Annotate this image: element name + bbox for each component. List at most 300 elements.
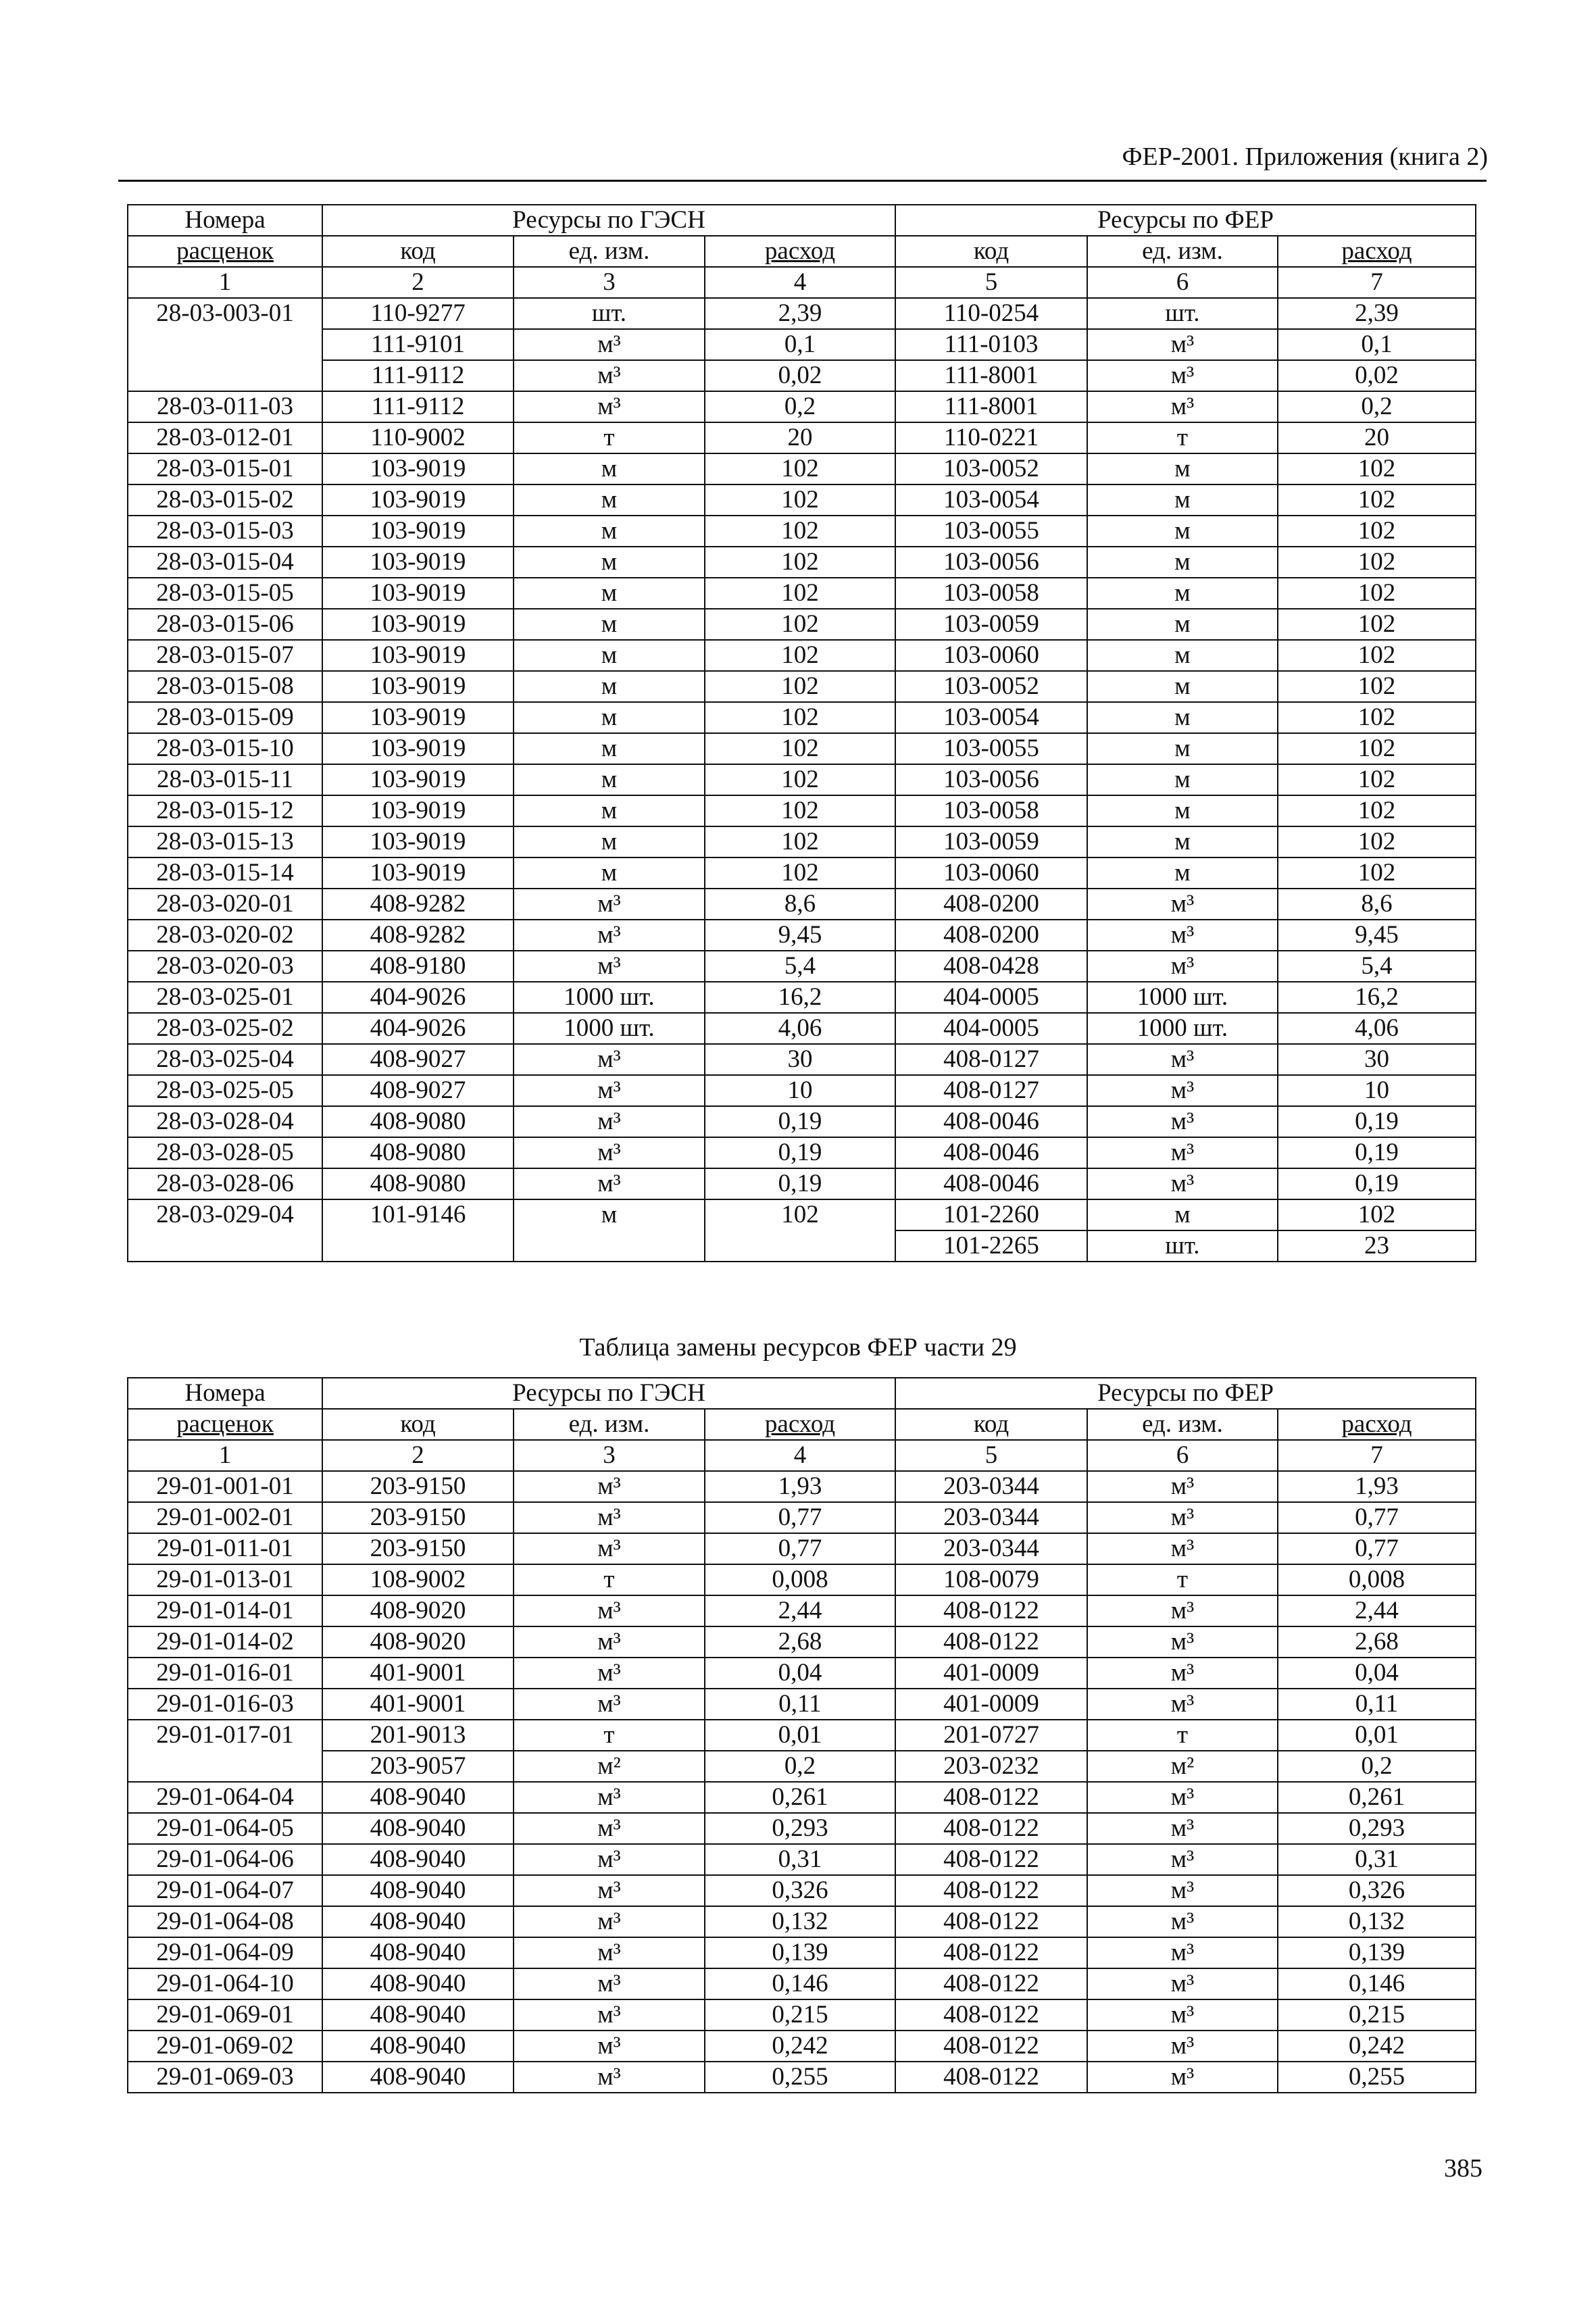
gesn-unit: м³ <box>514 951 705 982</box>
fer-code: 408-0046 <box>895 1168 1087 1199</box>
column-number: 4 <box>705 1440 895 1471</box>
table-row <box>128 1937 1476 1968</box>
gesn-consumption: 4,06 <box>705 1013 895 1044</box>
table-row <box>128 1658 1476 1689</box>
fer-code: 408-0127 <box>895 1075 1087 1106</box>
fer-consumption: 0,139 <box>1278 1937 1476 1968</box>
fer-consumption: 4,06 <box>1278 1013 1476 1044</box>
rate-number: 28-03-015-14 <box>128 857 322 889</box>
gesn-code: 108-9002 <box>322 1564 514 1595</box>
gesn-consumption: 102 <box>705 733 895 764</box>
table-row <box>128 1595 1476 1626</box>
fer-consumption: 102 <box>1278 484 1476 516</box>
table-row <box>128 1199 1476 1230</box>
rate-number: 28-03-028-06 <box>128 1168 322 1199</box>
gesn-consumption: 102 <box>705 795 895 826</box>
gesn-consumption: 1,93 <box>705 1471 895 1502</box>
fer-unit: м³ <box>1087 1502 1278 1533</box>
fer-unit: т <box>1087 422 1278 453</box>
table-body <box>128 1471 1476 2093</box>
gesn-consumption: 102 <box>705 609 895 640</box>
rate-number: 29-01-069-01 <box>128 1999 322 2031</box>
gesn-unit: м³ <box>514 1044 705 1075</box>
fer-unit: м <box>1087 671 1278 702</box>
fer-code: 203-0344 <box>895 1533 1087 1564</box>
gesn-code: 111-9101 <box>322 329 514 360</box>
gesn-code: 404-9026 <box>322 1013 514 1044</box>
rate-number: 28-03-028-04 <box>128 1106 322 1137</box>
header-cell: расценок <box>128 1409 322 1440</box>
fer-consumption: 2,68 <box>1278 1626 1476 1658</box>
gesn-unit: м <box>514 453 705 484</box>
table-row <box>128 640 1476 671</box>
gesn-code: 408-9027 <box>322 1044 514 1075</box>
gesn-consumption: 0,132 <box>705 1906 895 1937</box>
running-header: ФЕР-2001. Приложения (книга 2) <box>1122 143 1488 171</box>
fer-unit: м³ <box>1087 1689 1278 1720</box>
fer-unit: т <box>1087 1720 1278 1751</box>
gesn-code: 103-9019 <box>322 795 514 826</box>
rate-number: 29-01-064-08 <box>128 1906 322 1937</box>
fer-code: 408-0122 <box>895 1906 1087 1937</box>
fer-consumption: 8,6 <box>1278 889 1476 920</box>
column-number: 3 <box>514 267 705 298</box>
fer-unit: м³ <box>1087 1813 1278 1844</box>
fer-code: 103-0059 <box>895 826 1087 857</box>
fer-unit: м³ <box>1087 1168 1278 1199</box>
fer-code: 408-0122 <box>895 1813 1087 1844</box>
gesn-code: 103-9019 <box>322 857 514 889</box>
gesn-unit: м <box>514 795 705 826</box>
fer-code: 101-2265 <box>895 1230 1087 1262</box>
header-group-fer: Ресурсы по ФЕР <box>895 1378 1476 1409</box>
fer-unit: м <box>1087 857 1278 889</box>
fer-unit: шт. <box>1087 298 1278 329</box>
header-cell: код <box>895 1409 1087 1440</box>
rate-number: 28-03-012-01 <box>128 422 322 453</box>
gesn-unit: м³ <box>514 2031 705 2062</box>
gesn-consumption: 20 <box>705 422 895 453</box>
fer-unit: 1000 шт. <box>1087 982 1278 1013</box>
gesn-consumption: 10 <box>705 1075 895 1106</box>
fer-consumption: 0,255 <box>1278 2062 1476 2093</box>
gesn-unit: м³ <box>514 1875 705 1906</box>
fer-consumption: 102 <box>1278 826 1476 857</box>
header-cell: расценок <box>128 236 322 267</box>
fer-unit: м³ <box>1087 889 1278 920</box>
fer-unit: м³ <box>1087 1844 1278 1875</box>
fer-consumption: 0,215 <box>1278 1999 1476 2031</box>
gesn-unit: м³ <box>514 1168 705 1199</box>
gesn-code: 203-9150 <box>322 1502 514 1533</box>
gesn-consumption: 102 <box>705 547 895 578</box>
rate-number: 29-01-002-01 <box>128 1502 322 1533</box>
rate-number: 29-01-064-10 <box>128 1968 322 1999</box>
gesn-code: 408-9040 <box>322 1937 514 1968</box>
gesn-unit: м³ <box>514 1533 705 1564</box>
gesn-unit: м³ <box>514 391 705 422</box>
fer-consumption: 0,293 <box>1278 1813 1476 1844</box>
fer-code: 103-0058 <box>895 578 1087 609</box>
gesn-unit: м³ <box>514 1906 705 1937</box>
gesn-unit: м³ <box>514 920 705 951</box>
fer-code: 103-0052 <box>895 453 1087 484</box>
fer-code: 110-0221 <box>895 422 1087 453</box>
fer-code: 111-8001 <box>895 391 1087 422</box>
table-row <box>128 889 1476 920</box>
gesn-consumption: 102 <box>705 640 895 671</box>
gesn-code: 101-9146 <box>322 1199 514 1262</box>
table-row <box>128 298 1476 329</box>
fer-consumption: 102 <box>1278 702 1476 733</box>
header-cell: код <box>322 236 514 267</box>
fer-unit: м <box>1087 702 1278 733</box>
rate-number: 28-03-015-06 <box>128 609 322 640</box>
fer-unit: м³ <box>1087 1999 1278 2031</box>
table-row <box>128 1168 1476 1199</box>
fer-unit: м³ <box>1087 1533 1278 1564</box>
gesn-code: 103-9019 <box>322 516 514 547</box>
header-cell: расход <box>1278 236 1476 267</box>
fer-code: 103-0060 <box>895 640 1087 671</box>
fer-consumption: 102 <box>1278 609 1476 640</box>
rate-number: 29-01-064-04 <box>128 1782 322 1813</box>
gesn-unit: м³ <box>514 1658 705 1689</box>
fer-code: 408-0046 <box>895 1106 1087 1137</box>
rate-number: 28-03-020-03 <box>128 951 322 982</box>
fer-consumption: 9,45 <box>1278 920 1476 951</box>
gesn-unit: т <box>514 1720 705 1751</box>
gesn-unit: м³ <box>514 1968 705 1999</box>
gesn-consumption: 0,19 <box>705 1137 895 1168</box>
fer-unit: м <box>1087 826 1278 857</box>
gesn-consumption: 102 <box>705 764 895 795</box>
table-row <box>128 920 1476 951</box>
gesn-code: 408-9040 <box>322 1782 514 1813</box>
rate-number: 29-01-064-05 <box>128 1813 322 1844</box>
gesn-consumption: 0,77 <box>705 1533 895 1564</box>
fer-unit: м <box>1087 453 1278 484</box>
gesn-consumption: 0,1 <box>705 329 895 360</box>
fer-consumption: 0,19 <box>1278 1106 1476 1137</box>
fer-consumption: 0,02 <box>1278 360 1476 391</box>
gesn-unit: м³ <box>514 2062 705 2093</box>
rate-number: 28-03-015-07 <box>128 640 322 671</box>
gesn-unit: т <box>514 422 705 453</box>
table-row <box>128 609 1476 640</box>
gesn-consumption: 102 <box>705 857 895 889</box>
rate-number: 28-03-015-11 <box>128 764 322 795</box>
gesn-code: 103-9019 <box>322 578 514 609</box>
fer-consumption: 0,04 <box>1278 1658 1476 1689</box>
gesn-code: 408-9282 <box>322 920 514 951</box>
header-rule <box>118 180 1487 182</box>
gesn-unit: м³ <box>514 1782 705 1813</box>
gesn-consumption: 0,242 <box>705 2031 895 2062</box>
table-row <box>128 2031 1476 2062</box>
gesn-consumption: 0,2 <box>705 1751 895 1782</box>
table-row <box>128 1813 1476 1844</box>
rate-number: 28-03-025-02 <box>128 1013 322 1044</box>
fer-consumption: 0,77 <box>1278 1533 1476 1564</box>
table-row <box>128 422 1476 453</box>
header-group-gesn: Ресурсы по ГЭСН <box>322 1378 895 1409</box>
rate-number: 29-01-014-01 <box>128 1595 322 1626</box>
header-cell: ед. изм. <box>514 236 705 267</box>
fer-consumption: 1,93 <box>1278 1471 1476 1502</box>
fer-unit: м <box>1087 795 1278 826</box>
gesn-consumption: 0,19 <box>705 1106 895 1137</box>
gesn-unit: м <box>514 640 705 671</box>
fer-unit: м <box>1087 484 1278 516</box>
fer-unit: м <box>1087 516 1278 547</box>
gesn-unit: м <box>514 516 705 547</box>
gesn-consumption: 0,11 <box>705 1689 895 1720</box>
fer-unit: м <box>1087 764 1278 795</box>
gesn-unit: м <box>514 702 705 733</box>
rate-number: 29-01-069-03 <box>128 2062 322 2093</box>
gesn-consumption: 0,293 <box>705 1813 895 1844</box>
fer-consumption: 0,1 <box>1278 329 1476 360</box>
rate-number: 28-03-015-02 <box>128 484 322 516</box>
fer-unit: м³ <box>1087 1075 1278 1106</box>
gesn-code: 408-9080 <box>322 1106 514 1137</box>
gesn-unit: м³ <box>514 1075 705 1106</box>
gesn-code: 103-9019 <box>322 826 514 857</box>
gesn-consumption: 102 <box>705 702 895 733</box>
table-row <box>128 1720 1476 1751</box>
table-row <box>128 857 1476 889</box>
table-row <box>128 2062 1476 2093</box>
column-number: 2 <box>322 1440 514 1471</box>
fer-code: 108-0079 <box>895 1564 1087 1595</box>
fer-consumption: 0,19 <box>1278 1168 1476 1199</box>
gesn-code: 110-9002 <box>322 422 514 453</box>
gesn-code: 110-9277 <box>322 298 514 329</box>
fer-code: 203-0344 <box>895 1471 1087 1502</box>
gesn-code: 401-9001 <box>322 1658 514 1689</box>
table-row <box>128 516 1476 547</box>
table-row <box>128 1013 1476 1044</box>
rate-number: 28-03-015-10 <box>128 733 322 764</box>
gesn-unit: м³ <box>514 1937 705 1968</box>
fer-code: 103-0055 <box>895 733 1087 764</box>
fer-code: 408-0122 <box>895 2031 1087 2062</box>
rate-number: 29-01-016-03 <box>128 1689 322 1720</box>
gesn-code: 408-9040 <box>322 1844 514 1875</box>
fer-consumption: 0,31 <box>1278 1844 1476 1875</box>
rate-number: 28-03-020-01 <box>128 889 322 920</box>
gesn-unit: м³ <box>514 1106 705 1137</box>
gesn-code: 408-9027 <box>322 1075 514 1106</box>
fer-unit: м³ <box>1087 1137 1278 1168</box>
gesn-code: 103-9019 <box>322 702 514 733</box>
table-row <box>128 1968 1476 1999</box>
gesn-unit: 1000 шт. <box>514 1013 705 1044</box>
gesn-consumption: 102 <box>705 578 895 609</box>
fer-consumption: 102 <box>1278 578 1476 609</box>
table-row <box>128 1875 1476 1906</box>
table-row <box>128 1533 1476 1564</box>
rate-number: 28-03-011-03 <box>128 391 322 422</box>
fer-consumption: 0,242 <box>1278 2031 1476 2062</box>
gesn-code: 111-9112 <box>322 360 514 391</box>
gesn-unit: м <box>514 764 705 795</box>
fer-unit: т <box>1087 1564 1278 1595</box>
column-number: 4 <box>705 267 895 298</box>
header-cell: расход <box>705 1409 895 1440</box>
gesn-unit: м <box>514 671 705 702</box>
gesn-unit: м³ <box>514 1137 705 1168</box>
fer-code: 110-0254 <box>895 298 1087 329</box>
table-row <box>128 795 1476 826</box>
fer-consumption: 10 <box>1278 1075 1476 1106</box>
fer-code: 408-0127 <box>895 1044 1087 1075</box>
rate-number: 29-01-064-07 <box>128 1875 322 1906</box>
fer-consumption: 102 <box>1278 516 1476 547</box>
fer-unit: м³ <box>1087 1658 1278 1689</box>
gesn-consumption: 0,19 <box>705 1168 895 1199</box>
gesn-consumption: 0,02 <box>705 360 895 391</box>
resource-table-part-28 <box>127 204 1476 1262</box>
table-row <box>128 1844 1476 1875</box>
fer-unit: м³ <box>1087 1595 1278 1626</box>
gesn-code: 408-9040 <box>322 1999 514 2031</box>
fer-consumption: 102 <box>1278 671 1476 702</box>
fer-consumption: 16,2 <box>1278 982 1476 1013</box>
rate-number: 29-01-064-09 <box>128 1937 322 1968</box>
fer-code: 103-0056 <box>895 764 1087 795</box>
gesn-code: 103-9019 <box>322 453 514 484</box>
gesn-code: 103-9019 <box>322 547 514 578</box>
header-cell: расход <box>705 236 895 267</box>
rate-number: 29-01-013-01 <box>128 1564 322 1595</box>
gesn-code: 103-9019 <box>322 671 514 702</box>
gesn-code: 408-9040 <box>322 2031 514 2062</box>
fer-consumption: 102 <box>1278 640 1476 671</box>
gesn-code: 103-9019 <box>322 640 514 671</box>
column-number-row <box>128 267 1476 298</box>
gesn-unit: 1000 шт. <box>514 982 705 1013</box>
gesn-consumption: 0,261 <box>705 1782 895 1813</box>
gesn-consumption: 2,39 <box>705 298 895 329</box>
table-row <box>128 1782 1476 1813</box>
table-row <box>128 1502 1476 1533</box>
header-cell: расход <box>1278 1409 1476 1440</box>
gesn-code: 103-9019 <box>322 764 514 795</box>
fer-code: 201-0727 <box>895 1720 1087 1751</box>
gesn-code: 203-9150 <box>322 1471 514 1502</box>
gesn-consumption: 30 <box>705 1044 895 1075</box>
gesn-consumption: 102 <box>705 453 895 484</box>
rate-number: 29-01-016-01 <box>128 1658 322 1689</box>
fer-code: 408-0122 <box>895 1844 1087 1875</box>
fer-code: 408-0122 <box>895 2062 1087 2093</box>
fer-code: 408-0122 <box>895 1937 1087 1968</box>
fer-consumption: 0,2 <box>1278 1751 1476 1782</box>
rate-number: 29-01-064-06 <box>128 1844 322 1875</box>
gesn-code: 203-9150 <box>322 1533 514 1564</box>
gesn-unit: м³ <box>514 1844 705 1875</box>
fer-code: 408-0046 <box>895 1137 1087 1168</box>
fer-code: 401-0009 <box>895 1658 1087 1689</box>
gesn-consumption: 2,68 <box>705 1626 895 1658</box>
header-group-gesn: Ресурсы по ГЭСН <box>322 205 895 236</box>
fer-unit: м <box>1087 609 1278 640</box>
gesn-consumption: 8,6 <box>705 889 895 920</box>
gesn-unit: м³ <box>514 329 705 360</box>
fer-code: 408-0122 <box>895 1968 1087 1999</box>
fer-consumption: 2,44 <box>1278 1595 1476 1626</box>
gesn-code: 408-9040 <box>322 1968 514 1999</box>
gesn-consumption: 0,31 <box>705 1844 895 1875</box>
gesn-unit: м² <box>514 1751 705 1782</box>
gesn-code: 103-9019 <box>322 609 514 640</box>
gesn-consumption: 0,01 <box>705 1720 895 1751</box>
rate-number: 28-03-015-04 <box>128 547 322 578</box>
fer-code: 203-0344 <box>895 1502 1087 1533</box>
gesn-consumption: 5,4 <box>705 951 895 982</box>
gesn-consumption: 0,77 <box>705 1502 895 1533</box>
fer-unit: м <box>1087 1199 1278 1230</box>
fer-unit: шт. <box>1087 1230 1278 1262</box>
gesn-code: 103-9019 <box>322 484 514 516</box>
table-row <box>128 1075 1476 1106</box>
gesn-unit: т <box>514 1564 705 1595</box>
gesn-unit: м <box>514 733 705 764</box>
gesn-code: 408-9040 <box>322 2062 514 2093</box>
fer-unit: м <box>1087 547 1278 578</box>
table-header-row <box>128 205 1476 236</box>
fer-code: 101-2260 <box>895 1199 1087 1230</box>
table-row <box>128 1999 1476 2031</box>
gesn-unit: м³ <box>514 1595 705 1626</box>
gesn-consumption: 0,255 <box>705 2062 895 2093</box>
fer-unit: м³ <box>1087 391 1278 422</box>
table-caption: Таблица замены ресурсов ФЕР части 29 <box>579 1333 1017 1362</box>
fer-code: 203-0232 <box>895 1751 1087 1782</box>
fer-code: 408-0122 <box>895 1626 1087 1658</box>
header-cell: ед. изм. <box>1087 1409 1278 1440</box>
gesn-consumption: 0,146 <box>705 1968 895 1999</box>
gesn-consumption: 102 <box>705 671 895 702</box>
table-header-row <box>128 1378 1476 1409</box>
gesn-unit: м³ <box>514 1999 705 2031</box>
gesn-code: 408-9040 <box>322 1875 514 1906</box>
table-row <box>128 1626 1476 1658</box>
fer-code: 103-0056 <box>895 547 1087 578</box>
rate-number: 29-01-001-01 <box>128 1471 322 1502</box>
gesn-code: 408-9282 <box>322 889 514 920</box>
gesn-code: 408-9020 <box>322 1595 514 1626</box>
fer-code: 103-0054 <box>895 484 1087 516</box>
fer-consumption: 20 <box>1278 422 1476 453</box>
fer-code: 103-0054 <box>895 702 1087 733</box>
table-row <box>128 360 1476 391</box>
table-row <box>128 1106 1476 1137</box>
fer-unit: м² <box>1087 1751 1278 1782</box>
column-number: 1 <box>128 267 322 298</box>
table-row <box>128 453 1476 484</box>
fer-unit: 1000 шт. <box>1087 1013 1278 1044</box>
fer-unit: м <box>1087 578 1278 609</box>
fer-unit: м³ <box>1087 1782 1278 1813</box>
fer-unit: м³ <box>1087 1906 1278 1937</box>
fer-code: 408-0122 <box>895 1595 1087 1626</box>
header-cell: Номера <box>128 205 322 236</box>
header-group-fer: Ресурсы по ФЕР <box>895 205 1476 236</box>
rate-number: 28-03-015-01 <box>128 453 322 484</box>
